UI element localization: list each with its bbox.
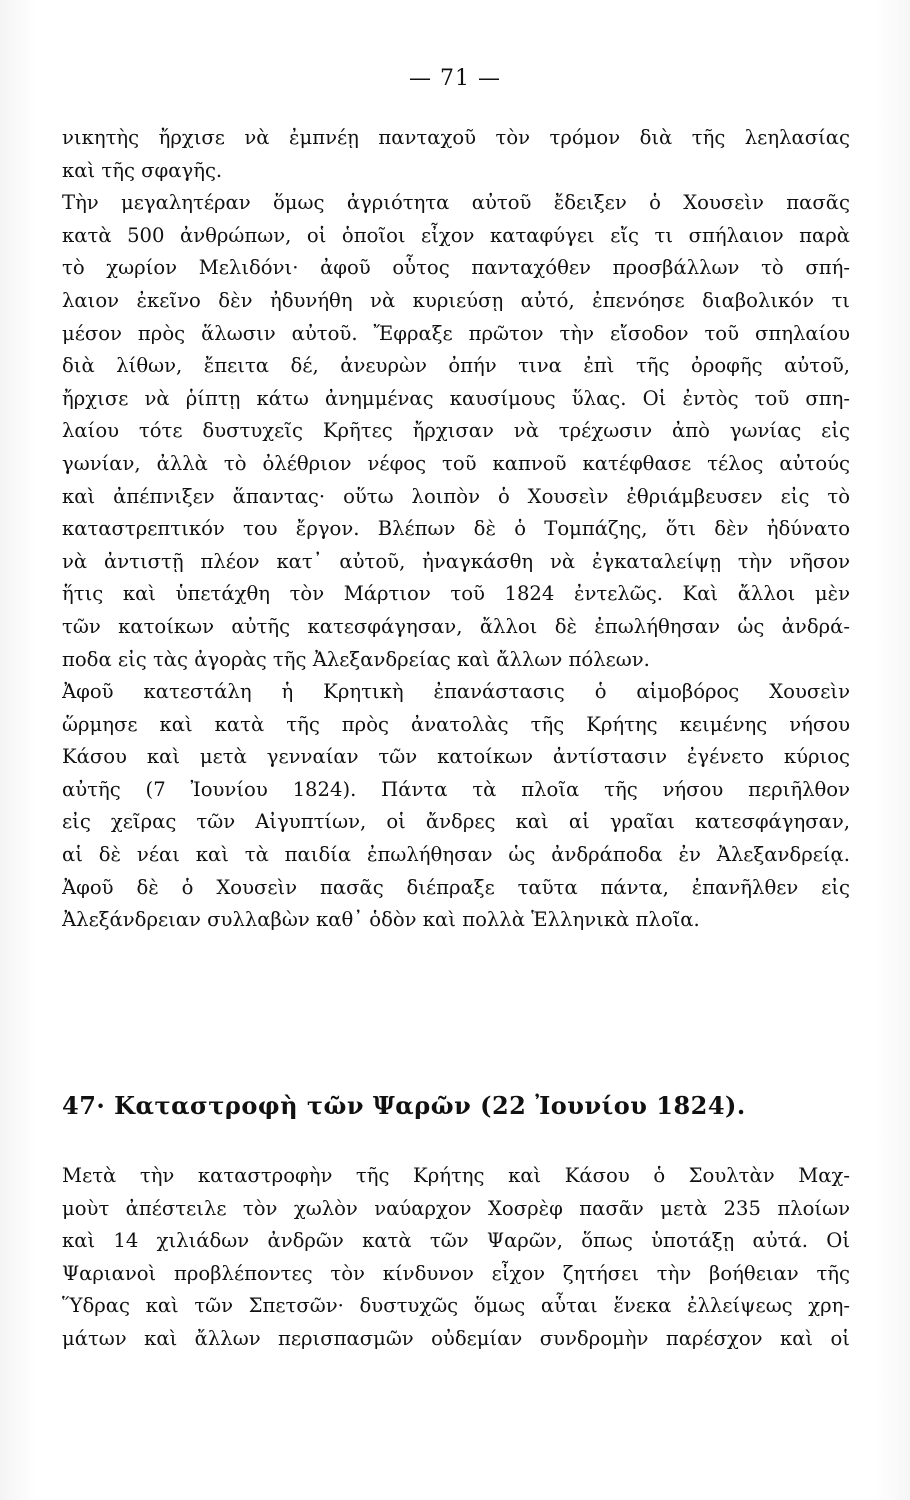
text-line: εἰς χεῖρας τῶν Αἰγυπτίων, οἱ ἄνδρες καὶ αἱ γραῖαι κατεσφάγησαν,: [62, 810, 850, 834]
text-line: νικητὴς ἤρχισε νὰ ἐμπνέῃ πανταχοῦ τὸν τρόμον διὰ τῆς λεηλασίας: [62, 126, 850, 149]
text-line: μέσον πρὸς ἅλωσιν αὐτοῦ. Ἔφραξε πρῶτον τὴν εἴσοδον τοῦ σπηλαίου: [62, 321, 850, 345]
text-line: καὶ τῆς σφαγῆς.: [62, 158, 223, 182]
text-line: αὐτῆς (7 Ἰουνίου 1824). Πάντα τὰ πλοῖα τῆς νήσου περιῆλθον: [62, 777, 850, 801]
text-line: Τὴν μεγαλητέραν ὅμως ἀγριότητα αὐτοῦ ἔδειξεν ὁ Χουσεὶν πασᾶς: [62, 191, 850, 215]
text-line: ἤρχισε νὰ ῥίπτῃ κάτω ἀνημμένας καυσίμους ὕλας. Οἱ ἐντὸς τοῦ σπη-: [62, 386, 850, 410]
section-text: [62, 1160, 850, 1356]
text-line: λαιον ἐκεῖνο δὲν ἠδυνήθη νὰ κυριεύσῃ αὐτό, ἐπενόησε διαβολικόν τι: [62, 288, 850, 312]
text-line: ποδα εἰς τὰς ἀγορὰς τῆς Ἀλεξανδρείας καὶ ἄλλων πόλεων.: [62, 647, 650, 671]
text-line: κατὰ 500 ἀνθρώπων, οἱ ὁποῖοι εἶχον καταφύγει εἴς τι σπήλαιον παρὰ: [62, 223, 850, 247]
text-line: μάτων καὶ ἄλλων περισπασμῶν οὐδεμίαν συνδρομὴν παρέσχον καὶ οἱ: [62, 1326, 850, 1350]
text-line: Κάσου καὶ μετὰ γενναίαν τῶν κατοίκων ἀντίστασιν ἐγένετο κύριος: [62, 745, 850, 769]
text-line: Ὕδρας καὶ τῶν Σπετσῶν· δυστυχῶς ὅμως αὗται ἕνεκα ἐλλείψεως χρη-: [62, 1294, 850, 1318]
text-line: καὶ ἀπέπνιξεν ἅπαντας· οὕτω λοιπὸν ὁ Χουσεὶν ἐθριάμβευσεν εἰς τὸ: [62, 484, 850, 508]
text-line: γωνίαν, ἀλλὰ τὸ ὀλέθριον νέφος τοῦ καπνοῦ κατέφθασε τέλος αὐτούς: [62, 451, 850, 475]
text-line: νὰ ἀντιστῇ πλέον κατ᾽ αὐτοῦ, ἠναγκάσθη νὰ ἐγκαταλείψῃ τὴν νῆσον: [62, 549, 850, 573]
text-line: καταστρεπτικόν του ἔργον. Βλέπων δὲ ὁ Τομπάζης, ὅτι δὲν ἠδύνατο: [62, 517, 850, 541]
passage-text: [62, 122, 850, 937]
text-line: διὰ λίθων, ἔπειτα δέ, ἀνευρὼν ὀπήν τινα ἐπὶ τῆς ὀροφῆς αὐτοῦ,: [62, 354, 850, 378]
text-line: καὶ 14 χιλιάδων ἀνδρῶν κατὰ τῶν Ψαρῶν, ὅπως ὑποτάξῃ αὐτά. Οἱ: [62, 1229, 850, 1253]
text-line: Μετὰ τὴν καταστροφὴν τῆς Κρήτης καὶ Κάσου ὁ Σουλτὰν Μαχ-: [62, 1164, 850, 1187]
text-line: ἥτις καὶ ὑπετάχθη τὸν Μάρτιον τοῦ 1824 ἐντελῶς. Καὶ ἄλλοι μὲν: [62, 582, 850, 606]
text-line: μοὺτ ἀπέστειλε τὸν χωλὸν ναύαρχον Χοσρὲφ πασᾶν μετὰ 235 πλοίων: [62, 1196, 850, 1220]
text-line: Ἀφοῦ κατεστάλη ἡ Κρητικὴ ἐπανάστασις ὁ αἱμοβόρος Χουσεὶν: [62, 680, 850, 704]
section-heading: 47· Καταστροφὴ τῶν Ψαρῶν (22 Ἰουνίου 1824).: [62, 1091, 746, 1120]
text-line: Ψαριανοὶ προβλέποντες τὸν κίνδυνον εἶχον ζητήσει τὴν βοήθειαν τῆς: [62, 1261, 850, 1285]
text-line: Ἀφοῦ δὲ ὁ Χουσεὶν πασᾶς διέπραξε ταῦτα πάντα, ἐπανῆλθεν εἰς: [62, 875, 850, 899]
text-line: τὸ χωρίον Μελιδόνι· ἀφοῦ οὗτος πανταχόθεν προσβάλλων τὸ σπή-: [62, 256, 850, 280]
page-number: — 71 —: [409, 66, 501, 91]
text-line: ὥρμησε καὶ κατὰ τῆς πρὸς ἀνατολὰς τῆς Κρήτης κειμένης νήσου: [62, 712, 850, 736]
text-line: τῶν κατοίκων αὐτῆς κατεσφάγησαν, ἄλλοι δὲ ἐπωλήθησαν ὡς ἀνδρά-: [62, 614, 850, 638]
text-line: Ἀλεξάνδρειαν συλλαβὼν καθ᾽ ὁδὸν καὶ πολλὰ Ἑλληνικὰ πλοῖα.: [62, 908, 700, 932]
text-line: αἱ δὲ νέαι καὶ τὰ παιδία ἐπωλήθησαν ὡς ἀνδράποδα ἐν Ἀλεξανδρείᾳ.: [62, 843, 850, 867]
text-line: λαίου τότε δυστυχεῖς Κρῆτες ἤρχισαν νὰ τρέχωσιν ἀπὸ γωνίας εἰς: [62, 419, 850, 443]
